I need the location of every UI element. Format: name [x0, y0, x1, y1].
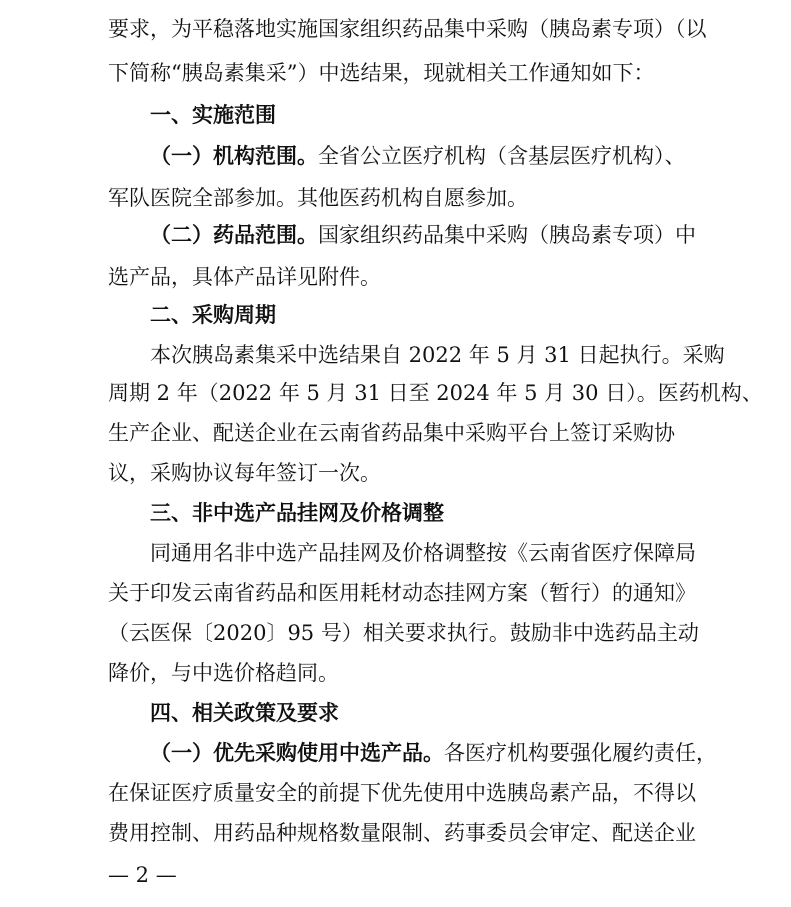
subsection-text: 全省公立医疗机构（含基层医疗机构）、 — [318, 144, 686, 168]
paragraph-line: 降价，与中选价格趋同。 — [108, 661, 339, 685]
section-heading: 四、相关政策及要求 — [150, 701, 339, 725]
paragraph-line: 费用控制、用药品种规格数量限制、药事委员会审定、配送企业 — [108, 821, 696, 845]
paragraph-line: 下简称“胰岛素集采”）中选结果，现就相关工作通知如下： — [108, 61, 655, 85]
page-number: — 2 — — [108, 863, 177, 887]
paragraph-line: 议，采购协议每年签订一次。 — [108, 461, 381, 485]
section-heading: 三、非中选产品挂网及价格调整 — [150, 501, 444, 525]
subsection-label: （一）优先采购使用中选产品。 — [150, 740, 444, 765]
paragraph-line: 军队医院全部参加。其他医药机构自愿参加。 — [108, 186, 528, 210]
paragraph-line: 在保证医疗质量安全的前提下优先使用中选胰岛素产品，不得以 — [108, 781, 696, 805]
paragraph-line: 关于印发云南省药品和医用耗材动态挂网方案（暂行）的通知》 — [108, 581, 696, 605]
subsection-line — [150, 141, 693, 171]
subsection-line — [150, 220, 696, 250]
subsection-text: 各医疗机构要强化履约责任， — [444, 741, 717, 765]
paragraph-line: 同通用名非中选产品挂网及价格调整按《云南省医疗保障局 — [150, 541, 696, 565]
subsection-text: 国家组织药品集中采购（胰岛素专项）中 — [318, 223, 696, 247]
paragraph-line: 要求，为平稳落地实施国家组织药品集中采购（胰岛素专项）（以 — [108, 17, 707, 41]
paragraph-line: （云医保〔2020〕95 号）相关要求执行。鼓励非中选药品主动 — [108, 621, 699, 645]
section-heading: 二、采购周期 — [150, 303, 276, 327]
subsection-label: （二）药品范围。 — [150, 222, 318, 247]
paragraph-line: 生产企业、配送企业在云南省药品集中采购平台上签订采购协 — [108, 421, 675, 445]
paragraph-line: 周期 2 年（2022 年 5 月 31 日至 2024 年 5 月 30 日）。医药机构、 — [108, 381, 763, 405]
section-heading: 一、实施范围 — [150, 103, 276, 127]
subsection-line — [150, 738, 717, 768]
paragraph-line: 本次胰岛素集采中选结果自 2022 年 5 月 31 日起执行。采购 — [150, 343, 725, 367]
subsection-label: （一）机构范围。 — [150, 143, 318, 168]
paragraph-line: 选产品，具体产品详见附件。 — [108, 265, 381, 289]
